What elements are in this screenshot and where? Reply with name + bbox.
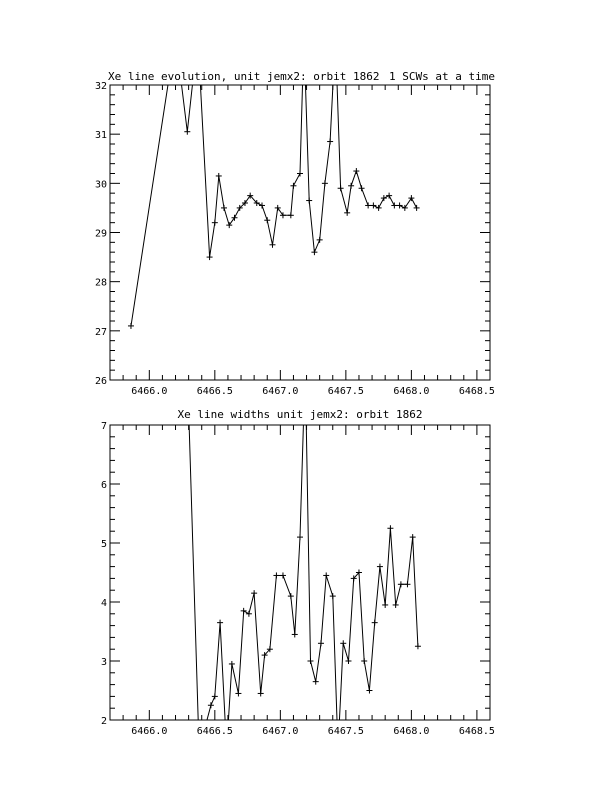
data-point (241, 608, 247, 614)
plot-subtitle: 1 SCWs at a time (389, 70, 495, 83)
y-tick-label: 7 (100, 421, 107, 432)
data-point (340, 640, 346, 646)
data-point (196, 747, 202, 753)
data-point (290, 183, 296, 189)
data-point (246, 611, 252, 617)
x-tick-label: 6467.5 (327, 386, 364, 397)
x-tick-label: 6466.5 (196, 386, 233, 397)
data-point (330, 593, 336, 599)
data-point (269, 242, 275, 248)
data-point (338, 185, 344, 191)
data-point (306, 198, 312, 204)
data-point (292, 631, 298, 637)
y-tick-label: 3 (100, 657, 107, 668)
data-point (332, 33, 338, 39)
plot-frame (110, 85, 490, 380)
plot-title: Xe line widths unit jemx2: orbit 1862 (177, 408, 423, 421)
data-point (235, 690, 241, 696)
x-tick-label: 6468.0 (393, 386, 430, 397)
series-group (175, 363, 421, 753)
series-line (178, 366, 418, 750)
y-tick-label: 29 (94, 228, 107, 240)
data-point (408, 195, 414, 201)
line-evolution-plot (95, 33, 495, 397)
data-point (327, 139, 333, 145)
data-point (382, 602, 388, 608)
data-point (414, 205, 420, 211)
x-tick-label: 6468.5 (458, 386, 495, 397)
data-point (273, 572, 279, 578)
x-tick-label: 6467.5 (327, 726, 364, 737)
x-tick-label: 6466.5 (196, 726, 233, 737)
data-point (307, 658, 313, 664)
data-point (402, 205, 408, 211)
data-point (322, 180, 328, 186)
data-point (381, 195, 387, 201)
data-point (297, 171, 303, 177)
data-point (366, 688, 372, 694)
data-point (207, 254, 213, 260)
x-tick-label: 6468.0 (393, 726, 430, 737)
data-point (415, 643, 421, 649)
y-tick-label: 28 (94, 277, 107, 289)
data-point (318, 640, 324, 646)
data-point (311, 249, 317, 255)
data-point (280, 212, 286, 218)
line-widths-plot (101, 363, 495, 753)
data-point (361, 658, 367, 664)
data-point (226, 222, 232, 228)
data-point (280, 572, 286, 578)
data-point (221, 205, 227, 211)
data-point (288, 593, 294, 599)
plot-title: Xe line evolution, unit jemx2: orbit 1862 (108, 70, 380, 83)
data-point (398, 581, 404, 587)
data-point (212, 220, 218, 226)
data-point (184, 363, 190, 369)
data-point (264, 217, 270, 223)
x-tick-label: 6467.0 (262, 386, 299, 397)
data-point (372, 620, 378, 626)
data-point (216, 173, 222, 179)
y-tick-label: 31 (94, 130, 107, 142)
y-tick-label: 30 (94, 179, 107, 191)
data-point (376, 205, 382, 211)
y-tick-label: 4 (100, 598, 107, 609)
data-point (208, 702, 214, 708)
y-tick-label: 26 (94, 376, 107, 387)
data-point (365, 202, 371, 208)
data-point (397, 202, 403, 208)
y-tick-label: 32 (94, 81, 107, 92)
x-tick-label: 6466.0 (131, 726, 168, 737)
data-point (370, 202, 376, 208)
data-point (387, 525, 393, 531)
data-point (297, 534, 303, 540)
x-tick-label: 6468.5 (458, 726, 495, 737)
data-point (353, 168, 359, 174)
data-point (302, 363, 308, 369)
data-point (404, 581, 410, 587)
y-tick-label: 2 (100, 716, 107, 727)
data-point (317, 237, 323, 243)
data-point (184, 129, 190, 135)
data-point (377, 564, 383, 570)
data-point (344, 210, 350, 216)
data-point (393, 602, 399, 608)
data-point (251, 590, 257, 596)
data-point (128, 323, 134, 329)
data-point (175, 363, 181, 369)
y-tick-label: 27 (94, 326, 107, 338)
data-point (224, 747, 230, 753)
y-tick-label: 6 (100, 480, 107, 491)
data-point (259, 202, 265, 208)
x-tick-label: 6466.0 (131, 386, 168, 397)
y-tick-label: 5 (100, 539, 107, 550)
data-point (345, 658, 351, 664)
data-point (313, 679, 319, 685)
data-point (335, 747, 341, 753)
data-point (301, 33, 307, 39)
data-point (195, 33, 201, 39)
data-point (348, 183, 354, 189)
data-point (173, 33, 179, 39)
data-point (258, 690, 264, 696)
data-point (217, 620, 223, 626)
data-point (288, 212, 294, 218)
data-point (386, 193, 392, 199)
data-point (323, 572, 329, 578)
data-point (212, 693, 218, 699)
plot-frame (110, 425, 490, 720)
data-point (229, 661, 235, 667)
data-point (391, 202, 397, 208)
x-tick-label: 6467.0 (262, 726, 299, 737)
data-point (359, 185, 365, 191)
data-point (410, 534, 416, 540)
